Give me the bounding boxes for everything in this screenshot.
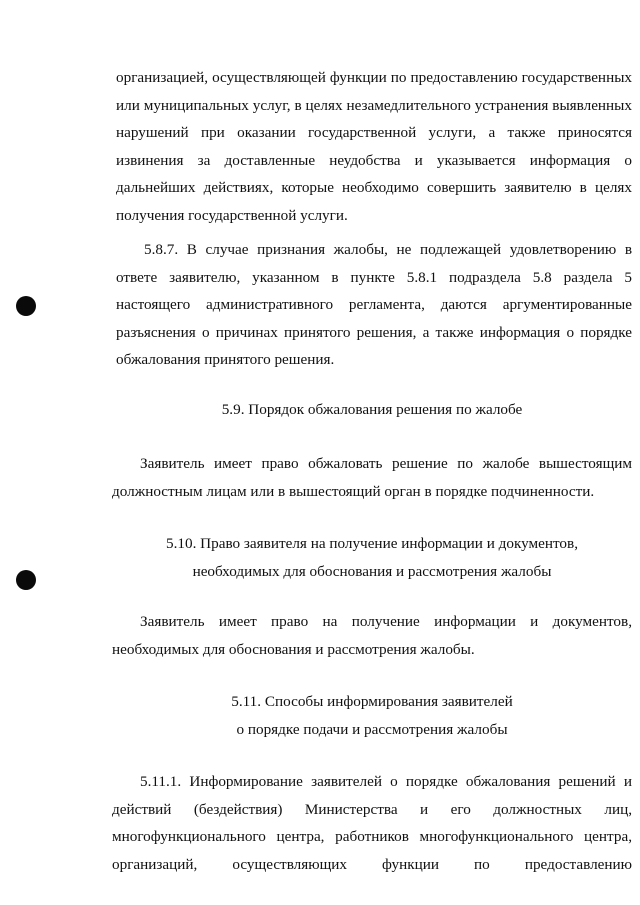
section-heading-5-10-line2: необходимых для обоснования и рассмотрения жалобы [192,563,552,580]
section-heading-5-10 [112,530,632,586]
paragraph-information-right: Заявитель имеет право на получение информации и документов, необходимых для обоснования и рассмотрения жалобы. [112,613,632,658]
section-heading-5-9: 5.9. Порядок обжалования решения по жалобе [221,401,523,418]
section-heading-5-10-line1: 5.10. Право заявителя на получение информации и документов, [166,535,578,552]
paragraph-5-8-7: 5.8.7. В случае признания жалобы, не подлежащей удовлетворению в ответе заявителю, указанном в пункте 5.8.1 подраздела 5.8 раздела 5 настоящего административного регламента, даются аргументированные разъяснения о причинах принятого решения, а также информация о порядке обжалования принятого решения. [116,241,632,368]
punch-hole-top [16,296,36,316]
paragraph-5-11-1: 5.11.1. Информирование заявителей о порядке обжалования решений и действий (бездействия) Министерства и его должностных лиц, многофункционального центра, работников многофункционального центра, организаций, осуществляющих функции по предоставлению [112,773,632,873]
section-heading-5-11-line2: о порядке подачи и рассмотрения жалобы [236,721,508,738]
punch-hole-bottom [16,570,36,590]
paragraph-continuation: организацией, осуществляющей функции по предоставлению государственных или муниципальных услуг, в целях незамедлительного устранения выявленных нарушений при оказании государственной услуги, а также приносятся извинения за доставленные неудобства и указывается информация о дальнейших действиях, которые необходимо совершить заявителю в целях получения государственной услуги. [116,69,632,224]
section-heading-5-11-line1: 5.11. Способы информирования заявителей [231,693,513,710]
paragraph-appeal-right: Заявитель имеет право обжаловать решение по жалобе вышестоящим должностным лицам или в вышестоящий орган в порядке подчиненности. [112,455,632,500]
section-heading-5-11 [112,688,632,744]
